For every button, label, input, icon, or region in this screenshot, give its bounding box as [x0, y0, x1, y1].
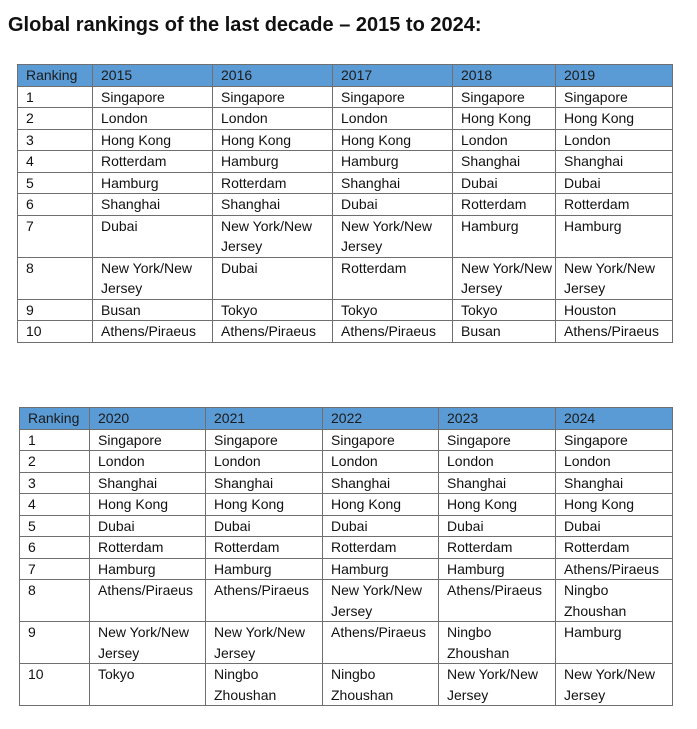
port-cell: Tokyo [90, 664, 206, 706]
port-cell: London [556, 451, 673, 473]
port-cell: Dubai [556, 515, 673, 537]
port-cell: Tokyo [333, 299, 453, 321]
port-cell: Dubai [439, 515, 556, 537]
table-row [18, 299, 673, 321]
rank-cell: 6 [18, 194, 93, 216]
port-cell: Hamburg [90, 558, 206, 580]
rank-cell: 1 [18, 86, 93, 108]
table-row [20, 537, 673, 559]
column-header: Ranking [20, 408, 90, 430]
port-cell: London [439, 451, 556, 473]
column-header: 2018 [453, 65, 556, 87]
table-row [20, 429, 673, 451]
port-cell: Hamburg [556, 622, 673, 664]
rank-cell: 7 [20, 558, 90, 580]
column-header: 2020 [90, 408, 206, 430]
rank-cell: 4 [18, 151, 93, 173]
port-cell: Shanghai [556, 472, 673, 494]
port-cell: Hamburg [213, 151, 333, 173]
port-cell: London [93, 108, 213, 130]
table-row [18, 194, 673, 216]
table-row [18, 172, 673, 194]
rank-cell: 8 [18, 257, 93, 299]
port-cell: Tokyo [453, 299, 556, 321]
port-cell: Busan [93, 299, 213, 321]
rank-cell: 5 [18, 172, 93, 194]
port-cell: Rotterdam [333, 257, 453, 299]
table-row [20, 580, 673, 622]
port-cell: Singapore [206, 429, 323, 451]
port-cell: London [213, 108, 333, 130]
port-cell: Rotterdam [439, 537, 556, 559]
column-header: 2024 [556, 408, 673, 430]
port-cell: Athens/Piraeus [93, 321, 213, 343]
rank-cell: 7 [18, 215, 93, 257]
port-cell: Ningbo Zhoushan [439, 622, 556, 664]
table-row [18, 321, 673, 343]
port-cell: Athens/Piraeus [439, 580, 556, 622]
port-cell: Hamburg [333, 151, 453, 173]
rank-cell: 10 [18, 321, 93, 343]
port-cell: London [206, 451, 323, 473]
port-cell: Singapore [453, 86, 556, 108]
port-cell: Rotterdam [206, 537, 323, 559]
port-cell: Rotterdam [556, 194, 673, 216]
column-header: 2023 [439, 408, 556, 430]
port-cell: Shanghai [333, 172, 453, 194]
column-header: 2022 [323, 408, 439, 430]
page-title: Global rankings of the last decade – 2015 to 2024: [8, 14, 482, 36]
port-cell: Rotterdam [556, 537, 673, 559]
port-cell: London [323, 451, 439, 473]
rank-cell: 6 [20, 537, 90, 559]
port-cell: New York/New Jersey [206, 622, 323, 664]
table-header-row [18, 65, 673, 87]
rank-cell: 5 [20, 515, 90, 537]
rank-cell: 8 [20, 580, 90, 622]
rank-cell: 1 [20, 429, 90, 451]
port-cell: Singapore [213, 86, 333, 108]
table-row [20, 664, 673, 706]
port-cell: Rotterdam [90, 537, 206, 559]
port-cell: Dubai [556, 172, 673, 194]
port-cell: Athens/Piraeus [556, 321, 673, 343]
port-cell: Ningbo Zhoushan [556, 580, 673, 622]
port-cell: Hong Kong [90, 494, 206, 516]
port-cell: Singapore [323, 429, 439, 451]
port-cell: New York/New Jersey [213, 215, 333, 257]
table-row [18, 257, 673, 299]
port-cell: Hong Kong [556, 108, 673, 130]
port-cell: Hamburg [439, 558, 556, 580]
port-cell: Hong Kong [213, 129, 333, 151]
port-cell: Hamburg [453, 215, 556, 257]
port-cell: Hong Kong [453, 108, 556, 130]
rankings-table-2020-2024 [19, 407, 673, 706]
port-cell: New York/New Jersey [90, 622, 206, 664]
port-cell: Athens/Piraeus [213, 321, 333, 343]
table-row [18, 108, 673, 130]
column-header: 2017 [333, 65, 453, 87]
port-cell: London [556, 129, 673, 151]
port-cell: Dubai [453, 172, 556, 194]
rank-cell: 9 [20, 622, 90, 664]
port-cell: Dubai [323, 515, 439, 537]
port-cell: London [90, 451, 206, 473]
column-header: 2021 [206, 408, 323, 430]
table-row [18, 215, 673, 257]
port-cell: Hong Kong [323, 494, 439, 516]
port-cell: New York/New Jersey [556, 257, 673, 299]
port-cell: New York/New Jersey [93, 257, 213, 299]
rank-cell: 2 [18, 108, 93, 130]
rank-cell: 2 [20, 451, 90, 473]
port-cell: Hong Kong [439, 494, 556, 516]
port-cell: Rotterdam [93, 151, 213, 173]
table-row [18, 129, 673, 151]
table-row [20, 515, 673, 537]
port-cell: Athens/Piraeus [90, 580, 206, 622]
column-header: 2019 [556, 65, 673, 87]
port-cell: Rotterdam [323, 537, 439, 559]
port-cell: Tokyo [213, 299, 333, 321]
port-cell: Hamburg [556, 215, 673, 257]
rank-cell: 9 [18, 299, 93, 321]
port-cell: Hamburg [93, 172, 213, 194]
port-cell: Dubai [333, 194, 453, 216]
port-cell: Shanghai [90, 472, 206, 494]
port-cell: Shanghai [323, 472, 439, 494]
port-cell: New York/New Jersey [453, 257, 556, 299]
port-cell: New York/New Jersey [439, 664, 556, 706]
port-cell: Shanghai [93, 194, 213, 216]
table-row [20, 558, 673, 580]
port-cell: Shanghai [453, 151, 556, 173]
rank-cell: 4 [20, 494, 90, 516]
column-header: Ranking [18, 65, 93, 87]
table-row [20, 494, 673, 516]
table-row [18, 151, 673, 173]
table-row [20, 451, 673, 473]
port-cell: New York/New Jersey [323, 580, 439, 622]
port-cell: Hong Kong [206, 494, 323, 516]
port-cell: Hamburg [206, 558, 323, 580]
port-cell: Shanghai [206, 472, 323, 494]
port-cell: Rotterdam [213, 172, 333, 194]
port-cell: Singapore [439, 429, 556, 451]
port-cell: Athens/Piraeus [333, 321, 453, 343]
port-cell: Shanghai [439, 472, 556, 494]
port-cell: Shanghai [213, 194, 333, 216]
port-cell: Dubai [93, 215, 213, 257]
port-cell: Dubai [213, 257, 333, 299]
port-cell: London [453, 129, 556, 151]
port-cell: Busan [453, 321, 556, 343]
port-cell: Dubai [90, 515, 206, 537]
port-cell: Athens/Piraeus [323, 622, 439, 664]
port-cell: Athens/Piraeus [206, 580, 323, 622]
port-cell: London [333, 108, 453, 130]
port-cell: Hamburg [323, 558, 439, 580]
rankings-table-2015-2019 [17, 64, 673, 343]
table-row [20, 622, 673, 664]
port-cell: Hong Kong [333, 129, 453, 151]
port-cell: Shanghai [556, 151, 673, 173]
port-cell: Ningbo Zhoushan [206, 664, 323, 706]
rank-cell: 10 [20, 664, 90, 706]
column-header: 2016 [213, 65, 333, 87]
port-cell: Singapore [556, 429, 673, 451]
port-cell: Singapore [556, 86, 673, 108]
rank-cell: 3 [18, 129, 93, 151]
port-cell: Dubai [206, 515, 323, 537]
port-cell: Hong Kong [93, 129, 213, 151]
port-cell: Houston [556, 299, 673, 321]
port-cell: Ningbo Zhoushan [323, 664, 439, 706]
rank-cell: 3 [20, 472, 90, 494]
table-row [18, 86, 673, 108]
port-cell: New York/New Jersey [333, 215, 453, 257]
port-cell: Singapore [333, 86, 453, 108]
port-cell: Athens/Piraeus [556, 558, 673, 580]
table-row [20, 472, 673, 494]
port-cell: Hong Kong [556, 494, 673, 516]
port-cell: Rotterdam [453, 194, 556, 216]
port-cell: Singapore [90, 429, 206, 451]
port-cell: Singapore [93, 86, 213, 108]
table-header-row [20, 408, 673, 430]
port-cell: New York/New Jersey [556, 664, 673, 706]
column-header: 2015 [93, 65, 213, 87]
